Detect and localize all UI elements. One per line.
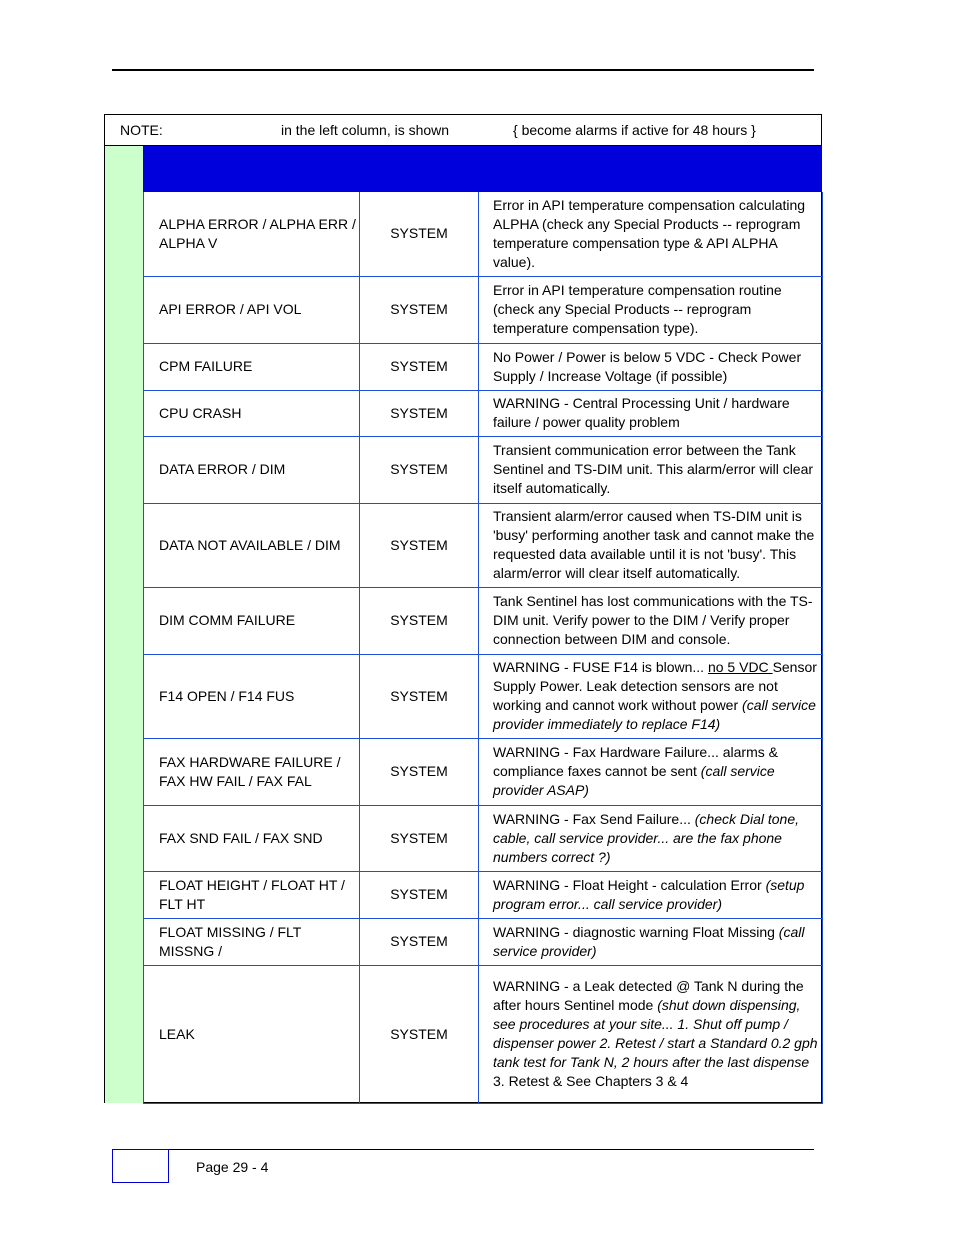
description-segment: WARNING - Float Height - calculation Error bbox=[493, 876, 766, 893]
description-segment: Error in API temperature compensation routine (check any Special Products -- reprogram temperature compensation type). bbox=[493, 282, 782, 336]
alarm-type-cell: SYSTEM bbox=[360, 276, 479, 343]
description-segment: WARNING - FUSE F14 is blown... bbox=[493, 659, 708, 675]
alarm-name-cell: ALPHA ERROR / ALPHA ERR / ALPHA V bbox=[144, 192, 360, 276]
description-segment: (check Dial tone, cable, call service provider... are the fax phone numbers correct ?) bbox=[493, 810, 800, 865]
alarm-type-cell: SYSTEM bbox=[360, 738, 479, 805]
table-row bbox=[144, 343, 823, 390]
table-row bbox=[144, 738, 823, 805]
table-row bbox=[144, 965, 823, 1103]
alarm-name-cell: FAX SND FAIL / FAX SND bbox=[144, 805, 360, 871]
note-text-right: { become alarms if active for 48 hours } bbox=[513, 122, 756, 138]
alarm-name-cell: DATA ERROR / DIM bbox=[144, 436, 360, 503]
table-row bbox=[144, 871, 823, 918]
alarm-type-cell: SYSTEM bbox=[360, 871, 479, 918]
table-row bbox=[144, 587, 823, 654]
alarm-type-cell: SYSTEM bbox=[360, 587, 479, 654]
note-text-middle: in the left column, is shown bbox=[281, 122, 450, 138]
alarm-table bbox=[143, 192, 823, 1104]
description-segment: WARNING - diagnostic warning Float Missing bbox=[493, 923, 779, 940]
category-strip bbox=[105, 145, 143, 1103]
page-box bbox=[112, 1149, 169, 1183]
description-segment: 3. Retest & See Chapters 3 & 4 bbox=[493, 1073, 689, 1089]
description-segment: (setup program error... call service provider) bbox=[493, 876, 805, 912]
alarm-type-cell: SYSTEM bbox=[360, 503, 479, 587]
alarm-type-cell: SYSTEM bbox=[360, 343, 479, 390]
table-row bbox=[144, 192, 823, 276]
alarm-table-frame bbox=[104, 114, 822, 1103]
alarm-description-cell bbox=[479, 654, 823, 738]
alarm-name-cell: API ERROR / API VOL bbox=[144, 276, 360, 343]
alarm-type-cell: SYSTEM bbox=[360, 965, 479, 1103]
alarm-name-cell: DIM COMM FAILURE bbox=[144, 587, 360, 654]
page-number: Page 29 - 4 bbox=[196, 1159, 269, 1175]
table-row bbox=[144, 654, 823, 738]
table-row bbox=[144, 390, 823, 436]
alarm-type-cell: SYSTEM bbox=[360, 918, 479, 965]
alarm-description-cell bbox=[479, 965, 823, 1103]
alarm-name-cell: FAX HARDWARE FAILURE / FAX HW FAIL / FAX FAL bbox=[144, 738, 360, 805]
alarm-description-cell bbox=[479, 390, 823, 436]
table-header-bar bbox=[143, 145, 822, 192]
alarm-type-cell: SYSTEM bbox=[360, 805, 479, 871]
description-segment: Transient communication error between the Tank Sentinel and TS-DIM unit. This alarm/error will clear itself automatically. bbox=[493, 442, 814, 496]
description-segment: (call service provider) bbox=[493, 923, 805, 959]
alarm-description-cell bbox=[479, 436, 823, 503]
alarm-description-cell bbox=[479, 276, 823, 343]
bottom-rule bbox=[112, 1149, 814, 1150]
alarm-type-cell: SYSTEM bbox=[360, 654, 479, 738]
alarm-name-cell: CPM FAILURE bbox=[144, 343, 360, 390]
alarm-name-cell: F14 OPEN / F14 FUS bbox=[144, 654, 360, 738]
alarm-type-cell: SYSTEM bbox=[360, 436, 479, 503]
description-segment: (call service provider ASAP) bbox=[493, 763, 775, 798]
description-segment: Sensor Supply Power. Leak detection sensors are not working and cannot work without power bbox=[493, 659, 817, 713]
table-row bbox=[144, 436, 823, 503]
top-rule bbox=[112, 69, 814, 71]
alarm-description-cell bbox=[479, 805, 823, 871]
description-segment: No Power / Power is below 5 VDC - Check Power Supply / Increase Voltage (if possible) bbox=[493, 348, 802, 384]
alarm-name-cell: LEAK bbox=[144, 965, 360, 1103]
alarm-description-cell bbox=[479, 738, 823, 805]
alarm-description-cell bbox=[479, 503, 823, 587]
alarm-name-cell: FLOAT MISSING / FLT MISSNG / bbox=[144, 918, 360, 965]
table-row bbox=[144, 503, 823, 587]
table-row bbox=[144, 918, 823, 965]
alarm-description-cell bbox=[479, 587, 823, 654]
alarm-description-cell bbox=[479, 871, 823, 918]
description-segment: WARNING - Fax Hardware Failure... alarms & compliance faxes cannot be sent bbox=[493, 744, 778, 779]
note-row bbox=[105, 115, 821, 145]
alarm-description-cell bbox=[479, 343, 823, 390]
description-segment: Transient alarm/error caused when TS-DIM unit is 'busy' performing another task and cannot make the requested data available until it is not 'busy'. This alarm/error will clear itself automatically. bbox=[493, 508, 815, 581]
note-label: NOTE: bbox=[120, 122, 163, 138]
description-segment: WARNING - Fax Send Failure... bbox=[493, 810, 695, 827]
description-segment: (shut down dispensing, see procedures at your site... 1. Shut off pump / dispenser power 2. Retest / start a Standard 0.2 gph tank test for Tank N, 2 hours after the last dispense bbox=[493, 997, 818, 1070]
alarm-name-cell: CPU CRASH bbox=[144, 390, 360, 436]
description-segment: WARNING - Central Processing Unit / hardware failure / power quality problem bbox=[493, 395, 790, 430]
table-row bbox=[144, 276, 823, 343]
description-segment: (call service provider immediately to replace F14) bbox=[493, 697, 816, 732]
description-segment: Tank Sentinel has lost communications with the TS-DIM unit. Verify power to the DIM / Verify proper connection between DIM and console. bbox=[493, 593, 813, 647]
alarm-name-cell: DATA NOT AVAILABLE / DIM bbox=[144, 503, 360, 587]
description-segment: WARNING - a Leak detected @ Tank N during the after hours Sentinel mode bbox=[493, 978, 804, 1013]
alarm-type-cell: SYSTEM bbox=[360, 192, 479, 276]
alarm-name-cell: FLOAT HEIGHT / FLOAT HT / FLT HT bbox=[144, 871, 360, 918]
alarm-description-cell bbox=[479, 192, 823, 276]
table-row bbox=[144, 805, 823, 871]
alarm-type-cell: SYSTEM bbox=[360, 390, 479, 436]
description-segment: no 5 VDC bbox=[707, 659, 773, 675]
description-segment: Error in API temperature compensation calculating ALPHA (check any Special Products -- reprogram temperature compensation type & API ALPHA value). bbox=[493, 196, 806, 270]
alarm-description-cell bbox=[479, 918, 823, 965]
